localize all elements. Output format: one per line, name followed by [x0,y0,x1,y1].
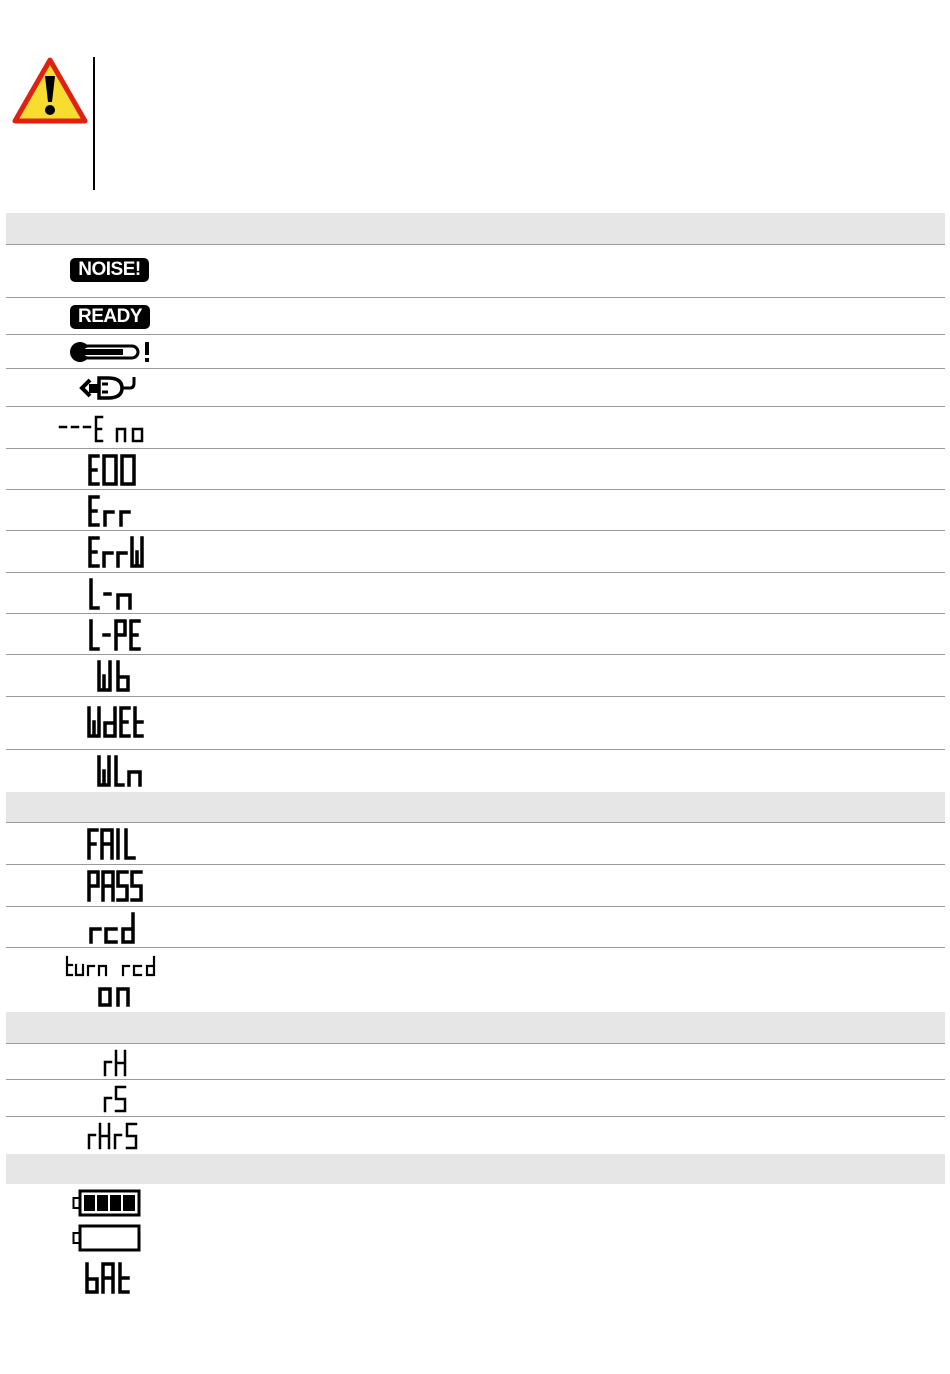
table-row-udet [6,697,945,750]
thermometer-warning-icon [68,340,154,364]
battery-empty-icon [72,1224,142,1252]
table-row-ub [6,655,945,697]
udet-code-display [86,706,146,740]
noise-badge: NOISE! [70,258,149,282]
battery-full-icon [72,1189,142,1217]
plug-reverse-icon [78,375,148,401]
section-title [6,792,945,822]
section-title [6,1154,945,1184]
bat-code-display [84,1262,134,1296]
e-no-code-display [58,415,158,445]
table-row-e-no [6,407,945,449]
err-code-display [88,495,138,527]
section-header-general [6,213,945,245]
table-row-uln [6,750,945,791]
fail-code-display [86,828,142,862]
table-row-rhrs [6,1117,945,1153]
table-row-e00 [6,449,945,490]
e00-code-display [88,454,138,486]
table-row-plug [6,369,945,407]
rs-code-display [102,1085,132,1113]
table-row-rs [6,1080,945,1117]
ub-code-display [96,660,136,694]
turn-rcd-on-display [64,955,164,1009]
uln-code-display [96,755,146,789]
rhrs-code-display [86,1122,142,1150]
l-pe-code-display [88,619,144,653]
pass-code-display [86,870,146,904]
erru-code-display [88,536,148,570]
warning-triangle-icon [12,57,88,125]
table-row-rcd [6,907,945,948]
table-row-overheat [6,335,945,369]
rcd-code-display [88,912,144,946]
section-title [6,213,945,243]
table-row-turn-rcd-on [6,948,945,1011]
table-row-erru [6,531,945,573]
ready-badge: READY [70,305,150,329]
section-title [6,1012,945,1042]
table-row-l-n [6,573,945,614]
table-row-err [6,490,945,531]
table-row-noise [6,245,945,298]
section-header-rcd-sub [6,1012,945,1044]
warning-divider [93,57,95,190]
section-header-rcd [6,792,945,823]
table-row-l-pe [6,614,945,655]
table-row-fail [6,823,945,865]
section-header-battery [6,1154,945,1184]
table-row-ready [6,298,945,335]
rh-code-display [102,1049,132,1077]
table-row-pass [6,865,945,907]
table-row-rh [6,1044,945,1080]
l-n-code-display [88,578,138,612]
